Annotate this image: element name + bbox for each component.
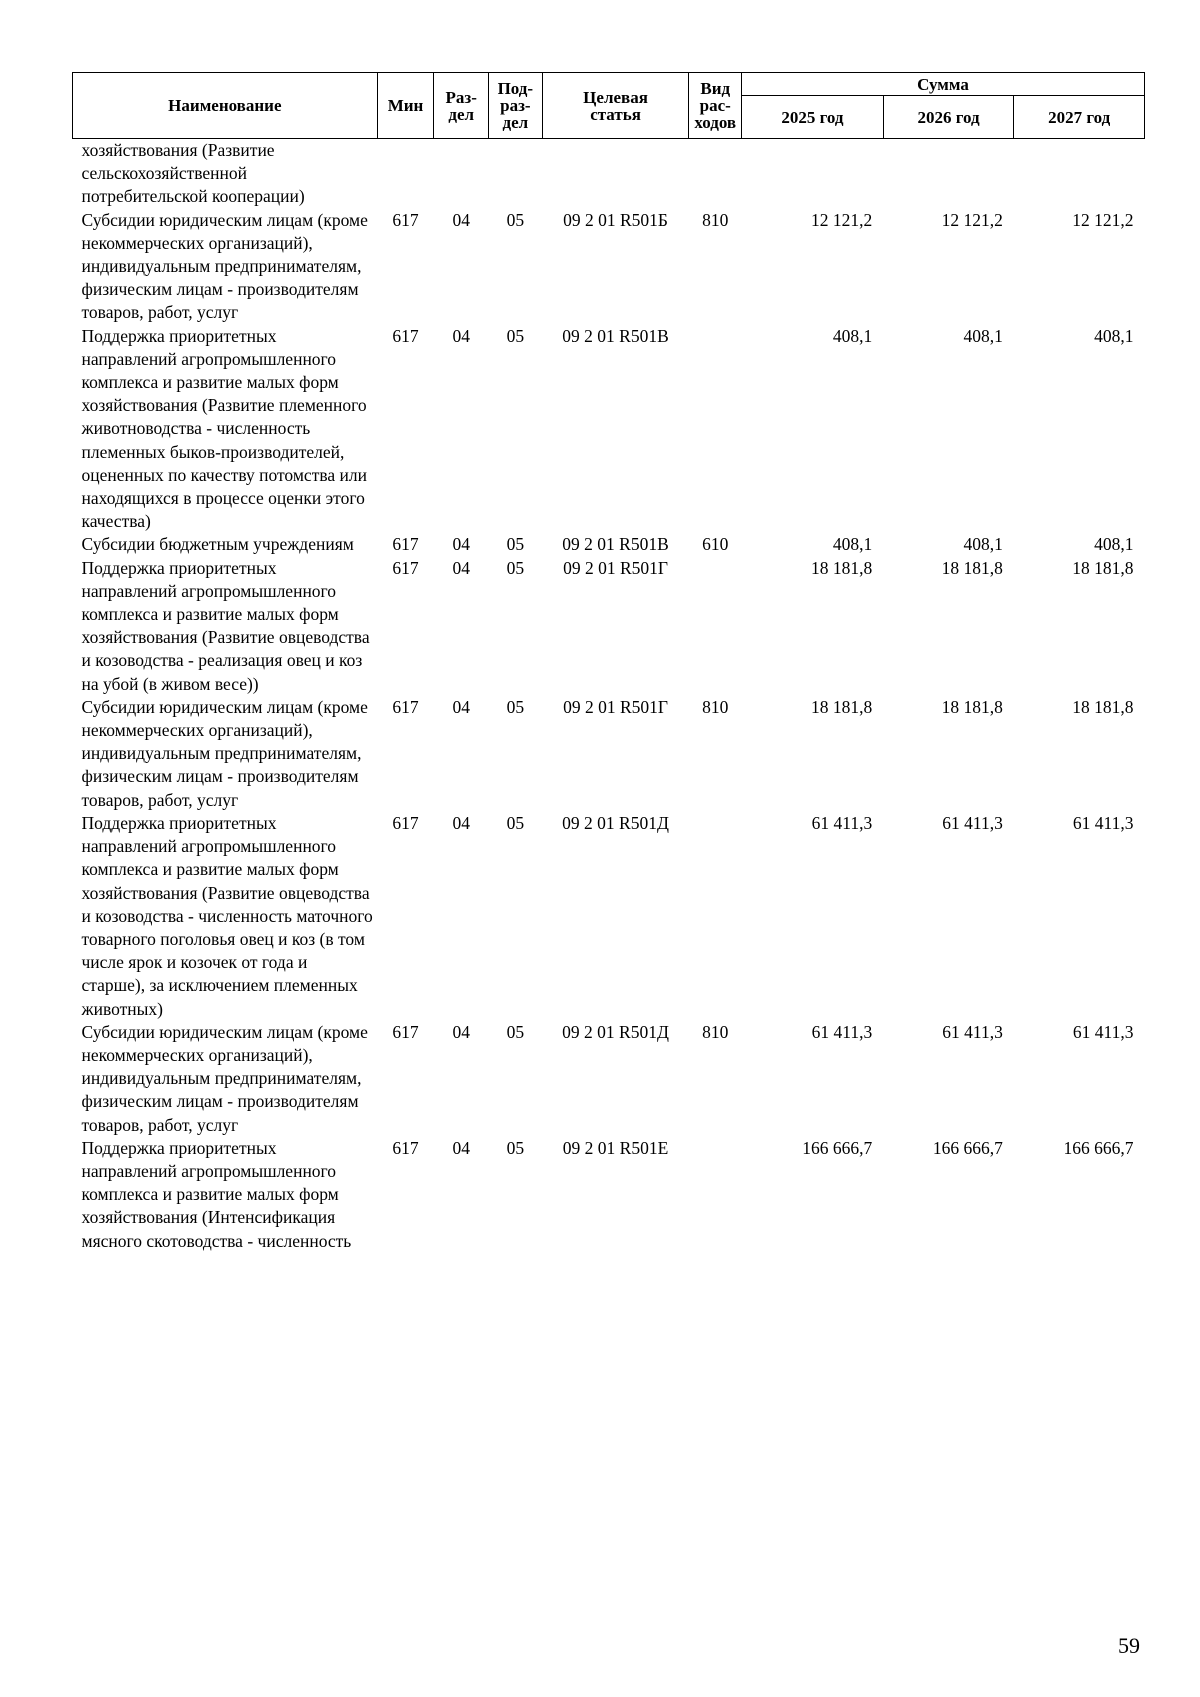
cell-razdel: 04 [452, 812, 470, 833]
cell-razdel: 04 [452, 696, 470, 717]
cell-2027: 408,1 [1094, 534, 1134, 555]
table-row [73, 139, 1145, 209]
cell-name: Поддержка приоритетных направлений агропромышленного комплекса и развитие малых форм хозяйствования (Развитие овцеводства и козоводства - реализация овец и коз на убой (в живом весе)) [81, 557, 370, 694]
cell-vid: 810 [702, 1021, 729, 1042]
header-razdel: Раз- дел [434, 73, 489, 139]
cell-2025: 408,1 [832, 534, 873, 555]
table-body [73, 139, 1145, 1253]
table-row [73, 325, 1145, 534]
table-row [73, 557, 1145, 696]
cell-min: 617 [392, 1021, 419, 1042]
cell-2027: 61 411,3 [1072, 1021, 1134, 1042]
cell-2026: 408,1 [963, 534, 1003, 555]
cell-podrazdel: 05 [506, 1137, 525, 1158]
cell-vid: 610 [702, 534, 729, 555]
cell-vid [689, 1137, 742, 1253]
budget-table [72, 72, 1145, 1253]
cell-name: Субсидии юридическим лицам (кроме некоммерческих организаций), индивидуальным предпринимателям, физическим лицам - производителям товаров, работ, услуг [81, 696, 368, 810]
cell-vid: 810 [702, 696, 729, 717]
cell-min: 617 [392, 209, 419, 230]
cell-vid [689, 139, 742, 209]
header-summa: Сумма [742, 73, 1145, 96]
cell-2027: 166 666,7 [1063, 1137, 1134, 1158]
cell-2026: 18 181,8 [941, 696, 1003, 717]
header-2026: 2026 год [883, 96, 1014, 139]
table-row [73, 696, 1145, 812]
cell-2027 [1014, 139, 1145, 209]
cell-2025: 18 181,8 [811, 557, 873, 578]
table-row [73, 1021, 1145, 1137]
cell-2025: 61 411,3 [811, 812, 873, 833]
page-number: 59 [1118, 1633, 1140, 1658]
cell-podrazdel: 05 [506, 209, 525, 230]
cell-vid [689, 557, 742, 696]
table-header [73, 73, 1145, 139]
header-vid: Вид рас- ходов [689, 73, 742, 139]
cell-podrazdel: 05 [506, 557, 525, 578]
cell-podrazdel: 05 [506, 812, 525, 833]
header-name: Наименование [73, 73, 378, 139]
cell-celevaya: 09 2 01 R501Б [563, 209, 668, 230]
header-podrazdel: Под- раз- дел [489, 73, 543, 139]
table-row [73, 1137, 1145, 1253]
cell-celevaya: 09 2 01 R501В [562, 325, 669, 346]
table-row [73, 812, 1145, 1021]
cell-2027: 61 411,3 [1072, 812, 1134, 833]
cell-2026: 61 411,3 [942, 1021, 1003, 1042]
cell-name: Поддержка приоритетных направлений агропромышленного комплекса и развитие малых форм хозяйствования (Развитие племенного животноводства - численность племенных быков-производителей, оцененных по качеству потомства или находящихся в процессе оценки этого качества) [81, 325, 367, 532]
cell-vid: 810 [702, 209, 729, 230]
table-row [73, 209, 1145, 325]
cell-2026: 18 181,8 [941, 557, 1003, 578]
cell-celevaya: 09 2 01 R501Г [563, 696, 668, 717]
cell-celevaya: 09 2 01 R501Д [562, 1021, 669, 1042]
cell-razdel [434, 139, 489, 209]
header-2025: 2025 год [742, 96, 884, 139]
cell-podrazdel: 05 [506, 1021, 525, 1042]
table-row [73, 533, 1145, 556]
cell-name: Поддержка приоритетных направлений агропромышленного комплекса и развитие малых форм хозяйствования (Интенсификация мясного скотоводства - численность [81, 1137, 352, 1251]
cell-2025: 12 121,2 [811, 209, 873, 230]
cell-podrazdel [489, 139, 543, 209]
cell-2027: 18 181,8 [1072, 557, 1134, 578]
cell-2025: 408,1 [832, 325, 873, 346]
cell-min: 617 [392, 696, 419, 717]
cell-podrazdel: 05 [506, 696, 525, 717]
cell-vid [689, 325, 742, 534]
cell-podrazdel: 05 [506, 534, 525, 555]
cell-2025 [742, 139, 884, 209]
header-min: Мин [377, 73, 434, 139]
cell-min: 617 [392, 1137, 419, 1158]
cell-2027: 18 181,8 [1072, 696, 1134, 717]
cell-2026: 166 666,7 [932, 1137, 1003, 1158]
cell-2026: 408,1 [963, 325, 1003, 346]
cell-min: 617 [392, 557, 419, 578]
cell-min: 617 [392, 812, 419, 833]
header-celevaya: Целевая статья [542, 73, 689, 139]
cell-2027: 408,1 [1094, 325, 1134, 346]
cell-celevaya: 09 2 01 R501Д [562, 812, 669, 833]
cell-name: хозяйствования (Развитие сельскохозяйственной потребительской кооперации) [81, 140, 305, 207]
cell-name: Поддержка приоритетных направлений агропромышленного комплекса и развитие малых форм хозяйствования (Развитие овцеводства и козоводства - численность маточного товарного поголовья овец и коз (в том числе ярок и козочек от года и старше), за исключением племенных животных) [81, 812, 373, 1019]
cell-razdel: 04 [452, 1021, 470, 1042]
cell-2025: 61 411,3 [811, 1021, 873, 1042]
cell-razdel: 04 [452, 209, 470, 230]
cell-podrazdel: 05 [506, 325, 525, 346]
cell-razdel: 04 [452, 534, 470, 555]
cell-vid [689, 812, 742, 1021]
cell-name: Субсидии бюджетным учреждениям [81, 534, 354, 555]
cell-celevaya: 09 2 01 R501В [562, 534, 669, 555]
cell-min: 617 [392, 325, 419, 346]
cell-razdel: 04 [452, 1137, 470, 1158]
cell-min: 617 [392, 534, 419, 555]
cell-2026: 61 411,3 [942, 812, 1003, 833]
cell-2025: 18 181,8 [811, 696, 873, 717]
cell-name: Субсидии юридическим лицам (кроме некоммерческих организаций), индивидуальным предпринимателям, физическим лицам - производителям товаров, работ, услуг [81, 209, 368, 323]
cell-2026: 12 121,2 [941, 209, 1003, 230]
cell-celevaya: 09 2 01 R501Г [563, 557, 668, 578]
cell-min [377, 139, 434, 209]
cell-name: Субсидии юридическим лицам (кроме некоммерческих организаций), индивидуальным предпринимателям, физическим лицам - производителям товаров, работ, услуг [81, 1021, 368, 1135]
cell-2026 [883, 139, 1014, 209]
cell-celevaya: 09 2 01 R501Е [562, 1137, 669, 1158]
cell-razdel: 04 [452, 557, 470, 578]
cell-2027: 12 121,2 [1072, 209, 1134, 230]
cell-celevaya [542, 139, 689, 209]
cell-2025: 166 666,7 [802, 1137, 873, 1158]
header-2027: 2027 год [1014, 96, 1145, 139]
cell-razdel: 04 [452, 325, 470, 346]
